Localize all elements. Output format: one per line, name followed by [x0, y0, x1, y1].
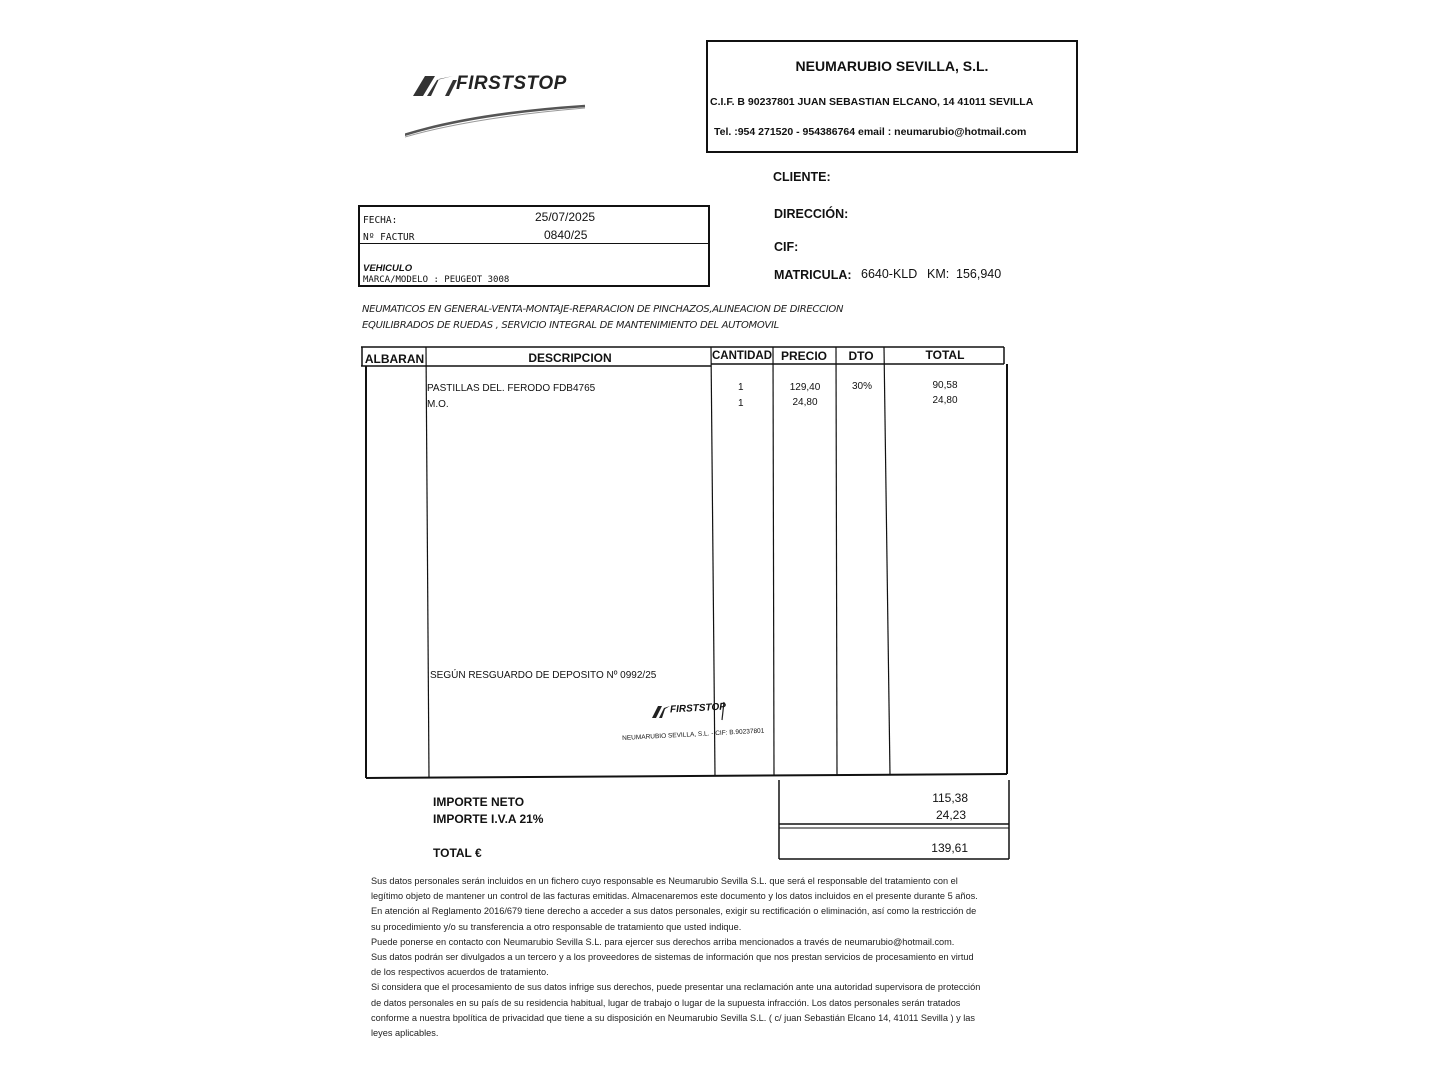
matricula-value: 6640-KLD	[861, 267, 918, 281]
privacy-line: Puede ponerse en contacto con Neumarubio Sevilla S.L. para ejercer sus derechos arriba mencionados a través de neumarubio@hotmail.com.	[371, 936, 955, 947]
direccion-label: DIRECCIÓN:	[774, 207, 849, 221]
cliente-label: CLIENTE:	[773, 170, 831, 184]
privacy-line: de los respectivos acuerdos de tratamiento.	[371, 967, 549, 978]
row-2-descripcion: M.O.	[427, 399, 449, 410]
header-cantidad: CANTIDAD	[711, 350, 773, 362]
marca-modelo: MARCA/MODELO : PEUGEOT 3008	[363, 275, 510, 285]
privacy-line: Sus datos personales serán incluidos en un fichero cuyo responsable es Neumarubio Sevilla S.L. que será el responsable del tratamiento con el	[371, 876, 958, 886]
logo-text: FIRSTSTOP	[456, 73, 567, 94]
privacy-line: leyes aplicables.	[371, 1028, 439, 1039]
factura-label: Nº FACTUR	[363, 232, 415, 243]
services-line-2: EQUILIBRADOS DE RUEDAS , SERVICIO INTEGRAL DE MANTENIMIENTO DEL AUTOMOVIL	[362, 320, 779, 331]
total-label: TOTAL €	[433, 846, 482, 860]
privacy-line: Si considera que el procesamiento de sus datos infrige sus derechos, puede presentar una reclamación ante una autoridad supervisora de protección	[371, 982, 981, 993]
row-2-total: 24,80	[932, 395, 958, 406]
vehiculo-label: VEHICULO	[363, 263, 413, 274]
fecha-value: 25/07/2025	[535, 210, 596, 224]
company-box	[706, 40, 1078, 153]
row-2-precio: 24,80	[792, 397, 818, 408]
importe-neto-label: IMPORTE NETO	[433, 795, 525, 809]
privacy-line: Sus datos podrán ser divulgados a un tercero y a los proveedores de sistemas de información que nos prestan servicios de procesamiento en virtud	[371, 952, 974, 963]
row-2-cantidad: 1	[738, 398, 744, 409]
services-line-1: NEUMATICOS EN GENERAL-VENTA-MONTAJE-REPARACION DE PINCHAZOS,ALINEACION DE DIRECCION	[362, 304, 844, 315]
header-dto: DTO	[848, 349, 874, 363]
matricula-label: MATRICULA:	[774, 268, 852, 282]
row-1-dto: 30%	[851, 381, 872, 392]
privacy-line: conforme a nuestra bpolítica de privacidad que tiene a su disposición en Neumarubio Sevilla S.L. ( c/ juan Sebastián Elcano 14, 41011 Sevilla ) y las	[371, 1012, 976, 1023]
row-1-precio: 129,40	[789, 382, 821, 393]
privacy-line: su procedimiento y/o su transferencia a otro responsable de tratamiento que usted indique.	[371, 921, 742, 932]
stamp-text: NEUMARUBIO SEVILLA, S.L. - CIF: B.90237801	[622, 727, 765, 742]
row-1-descripcion: PASTILLAS DEL. FERODO FDB4765	[427, 383, 596, 394]
importe-neto-value: 115,38	[932, 791, 968, 805]
stamp-logo-text: FIRSTSTOP	[669, 701, 727, 716]
header-descripcion: DESCRIPCION	[528, 351, 612, 365]
deposito-note: SEGÚN RESGUARDO DE DEPOSITO Nº 0992/25	[430, 670, 657, 681]
importe-iva-value: 24,23	[935, 808, 966, 822]
factura-value: 0840/25	[544, 228, 588, 242]
total-value: 139,61	[931, 841, 968, 855]
row-1-total: 90,58	[932, 380, 958, 391]
importe-iva-label: IMPORTE I.V.A 21%	[433, 812, 544, 826]
header-total: TOTAL	[925, 348, 965, 362]
km-value: 156,940	[956, 267, 1002, 281]
company-contact: Tel. :954 271520 - 954386764 email : neumarubio@hotmail.com	[714, 126, 1027, 138]
privacy-line: de datos personales en su país de su residencia habitual, lugar de trabajo o lugar de la supuesta infracción. Los datos personales serán tratados	[371, 997, 961, 1008]
fecha-label: FECHA:	[363, 215, 398, 226]
invoice-info-box	[358, 205, 710, 287]
row-1-cantidad: 1	[738, 382, 744, 393]
company-name: NEUMARUBIO SEVILLA, S.L.	[795, 58, 989, 74]
privacy-line: En atención al Reglamento 2016/679 tiene derecho a acceder a sus datos personales, exigir su rectificación o eliminación, así como la restricción de	[371, 906, 977, 917]
km-label: KM:	[927, 267, 950, 281]
privacy-line: legítimo objeto de mantener un control de las facturas emitidas. Almacenaremos este documento y los datos incluidos en el presente durante 5 años.	[371, 891, 978, 902]
header-albaran: ALBARAN	[364, 352, 425, 366]
header-precio: PRECIO	[780, 349, 827, 363]
services-description	[362, 302, 843, 334]
privacy-notice	[371, 874, 1031, 1041]
cif-label: CIF:	[774, 240, 799, 254]
company-cif-address: C.I.F. B 90237801 JUAN SEBASTIAN ELCANO, 14 41011 SEVILLA	[710, 96, 1034, 108]
